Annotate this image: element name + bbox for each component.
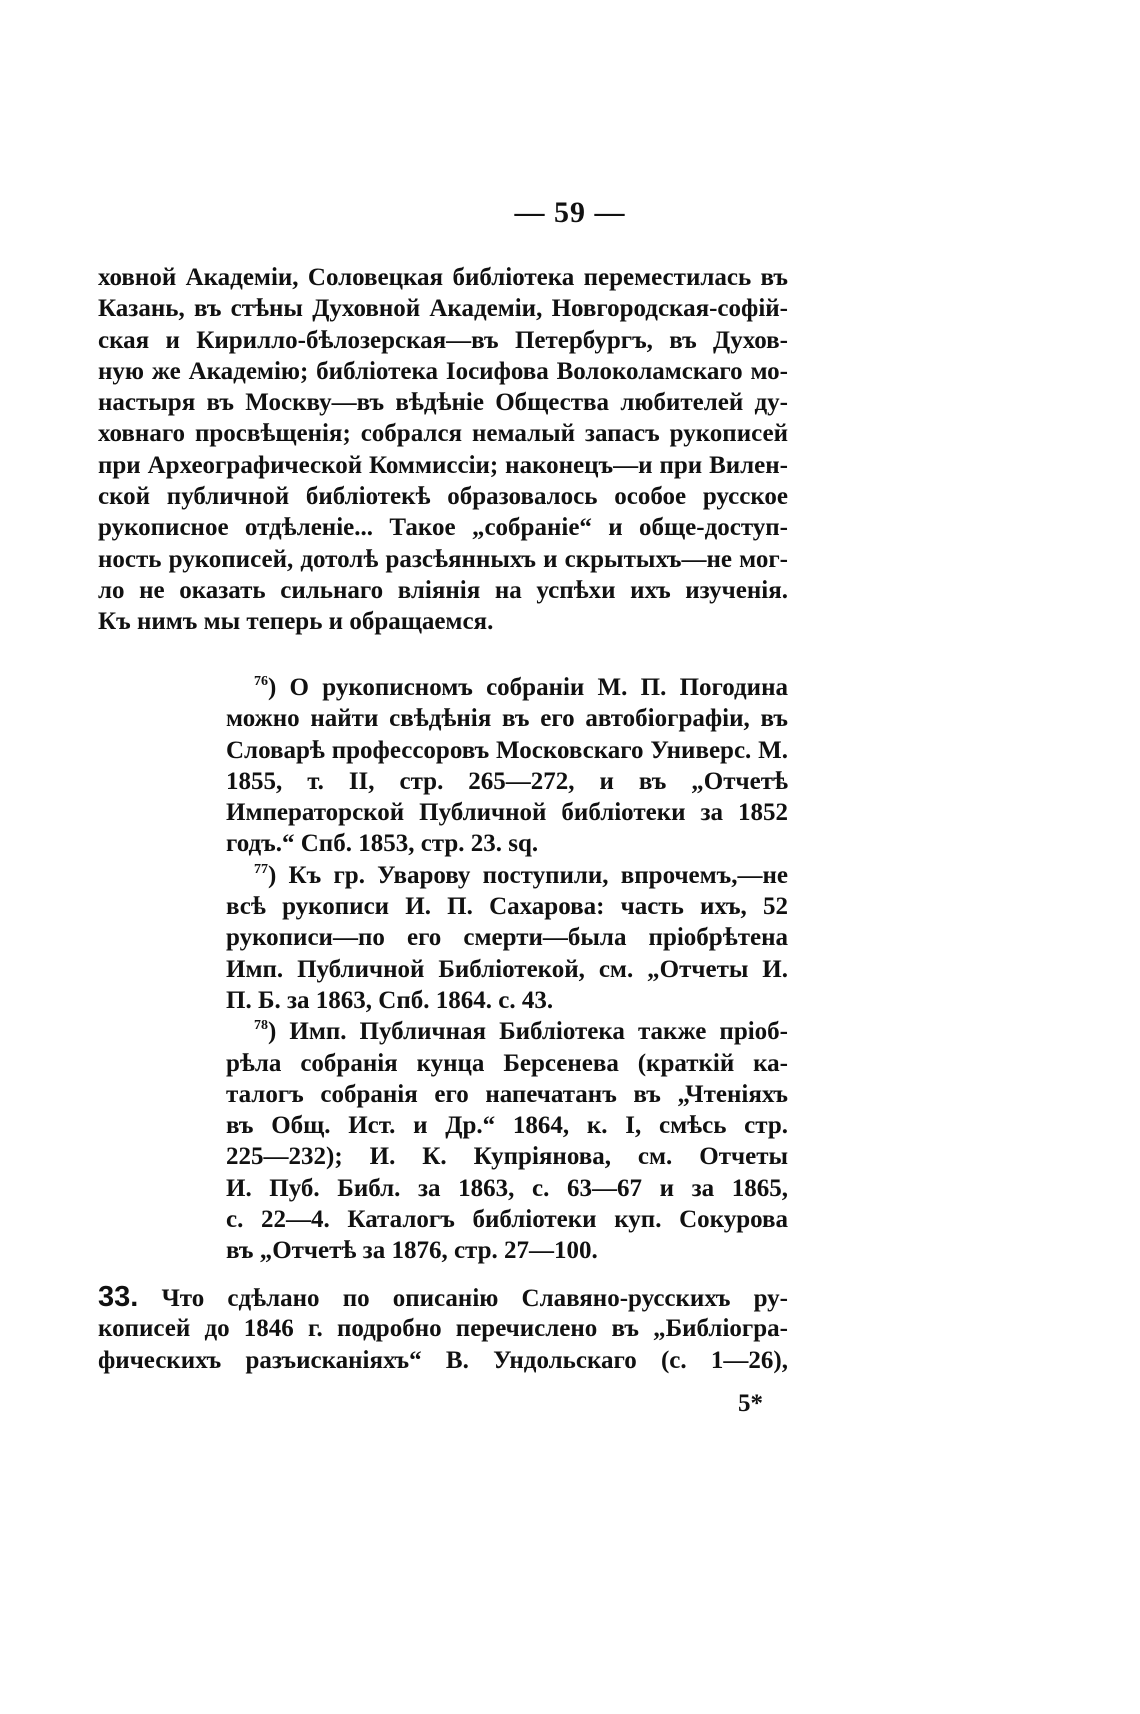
footnote-line: 225—232); И. К. Купріянова, см. Отчеты (226, 1143, 788, 1171)
footnote-line: Словарѣ профессоровъ Московскаго Универс. М. (226, 736, 788, 764)
section-line: фическихъ разъисканіяхъ“ В. Ундольскаго (с. 1—26), (98, 1346, 788, 1374)
footnote-line: годъ.“ Спб. 1853, стр. 23. sq. (226, 830, 539, 858)
section-number: 33. (98, 1281, 139, 1313)
body-line: Къ нимъ мы теперь и обращаемся. (98, 608, 494, 636)
footnote-text: ) Имп. Публичная Библіотека также пріоб- (268, 1018, 788, 1046)
footnote-marker: 76 (254, 674, 268, 689)
footnote-line: въ Общ. Ист. и Др.“ 1864, к. I, смѣсь стр. (226, 1112, 788, 1140)
footnote-line: можно найти свѣдѣнія въ его автобіографіи, въ (226, 705, 788, 733)
body-line: ской публичной библіотекѣ образовалось особое русское (98, 483, 788, 511)
section-text: Что сдѣлано по описанію Славяно-русскихъ ру- (138, 1285, 788, 1312)
body-line: настыря въ Москву—въ вѣдѣніе Общества любителей ду- (98, 389, 788, 417)
footnote-line: Имп. Публичной Библіотекой, см. „Отчеты И. (226, 955, 788, 983)
footnote-marker: 77 (254, 861, 268, 877)
signature-mark: 5* (738, 1390, 763, 1417)
footnote-text: ) Къ гр. Уварову поступили, впрочемъ,—не (268, 861, 788, 889)
footnote-line: Императорской Публичной библіотеки за 1852 (226, 799, 788, 827)
body-line: ская и Кирилло-бѣлозерская—въ Петербургъ, въ Духов- (98, 326, 788, 354)
footnote-line: П. Б. за 1863, Спб. 1864. с. 43. (226, 986, 554, 1014)
footnote-line (226, 672, 788, 703)
body-line: ность рукописей, дотолѣ разсѣянныхъ и скрытыхъ—не мог- (98, 545, 788, 573)
body-text (98, 262, 788, 638)
footnote-line: всѣ рукописи И. П. Сахарова: часть ихъ, 52 (226, 893, 788, 921)
section-line (98, 1282, 788, 1313)
footnote-line: рукописи—по его смерти—была пріобрѣтена (226, 924, 788, 952)
footnote-line: въ „Отчетѣ за 1876, стр. 27—100. (226, 1237, 598, 1265)
footnote-line: с. 22—4. Каталогъ библіотеки куп. Сокурова (226, 1206, 788, 1234)
body-line: ло не оказать сильнаго вліянія на успѣхи ихъ изученія. (98, 576, 788, 604)
body-line: ховнаго просвѣщенія; собрался немалый запасъ рукописей (98, 420, 788, 448)
section-33 (98, 1282, 788, 1376)
footnote-line (226, 860, 788, 891)
footnote-line: 1855, т. II, стр. 265—272, и въ „Отчетѣ (226, 767, 788, 795)
footnote-marker: 78 (254, 1018, 268, 1034)
body-line: рукописное отдѣленіе... Такое „собраніе“ и обще-доступ- (98, 514, 788, 542)
footnote-line: И. Пуб. Библ. за 1863, с. 63—67 и за 1865, (226, 1174, 788, 1202)
footnote-line: талогъ собранія его напечатанъ въ „Чтеніяхъ (226, 1080, 788, 1108)
section-line: кописей до 1846 г. подробно перечислено въ „Библіогра- (98, 1315, 788, 1343)
body-line: ную же Академію; библіотека Іосифова Волоколамскаго мо- (98, 357, 788, 385)
body-line: ховной Академіи, Соловецкая библіотека переместилась въ (98, 264, 788, 291)
footnote-text: ) О рукописномъ собраніи М. П. Погодина (268, 674, 788, 701)
body-line: при Археографической Коммиссіи; наконецъ—и при Вилен- (98, 451, 788, 479)
footnote-line: рѣла собранія кунца Берсенева (краткій ка- (226, 1049, 788, 1077)
footnote-line (226, 1016, 788, 1047)
page-number: — 59 — (514, 196, 626, 229)
footnotes (226, 672, 788, 1267)
body-line: Казань, въ стѣны Духовной Академіи, Новгородская-софій- (98, 295, 788, 323)
